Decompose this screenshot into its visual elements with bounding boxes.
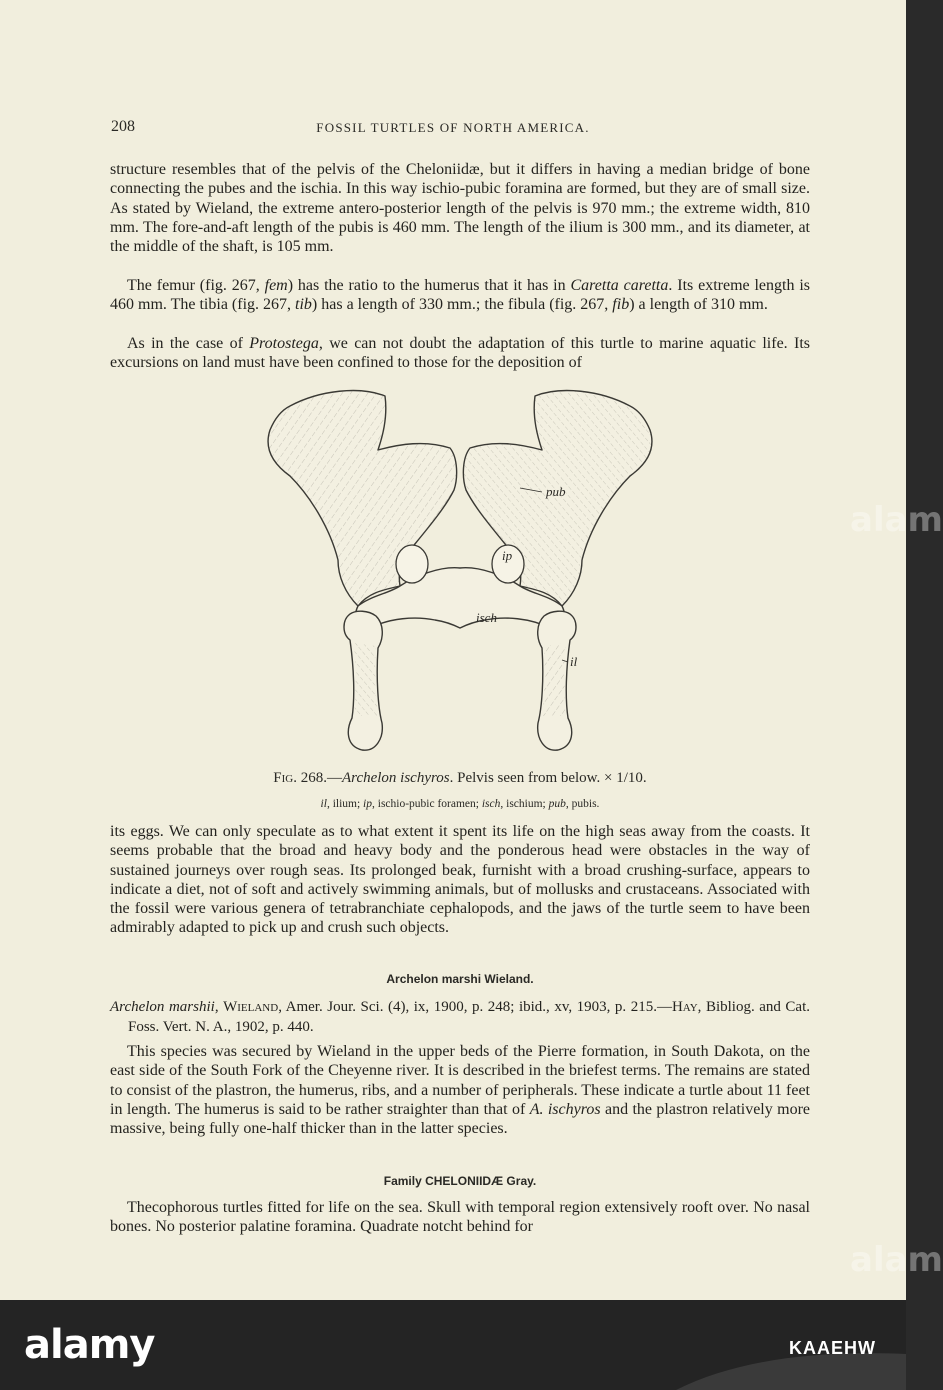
text-run: The femur (fig. 267, xyxy=(127,277,265,294)
legend-abbrev: il xyxy=(320,798,327,810)
label-ip: ip xyxy=(502,548,513,563)
text-run: . Pelvis seen from below. xyxy=(449,770,605,786)
right-ilium-shading xyxy=(542,643,566,716)
running-title: FOSSIL TURTLES OF NORTH AMERICA. xyxy=(316,120,590,135)
abbrev-fem: fem xyxy=(264,277,288,294)
text-run: , Bibliog. and Cat. Foss. Vert. N. A., 1902, p. 440. xyxy=(128,999,811,1035)
species-name: Archelon marshii xyxy=(110,999,215,1015)
stock-footer-bar xyxy=(0,1300,906,1390)
text-run: and the plastron relatively more massive, being fully one-half thicker than in the latter species. xyxy=(110,1100,811,1138)
figure-number: Fig. 268. xyxy=(273,770,327,786)
legend-abbrev: isch xyxy=(481,798,501,810)
label-isch: isch xyxy=(476,610,497,625)
species-heading: Archelon marshi Wieland. xyxy=(386,972,534,986)
legend-text: , ilium; xyxy=(326,798,364,810)
legend-text: , ischium; xyxy=(500,798,549,810)
paragraph-family-description: Thecophorous turtles fitted for life on the sea. Skull with temporal region extensively rooft over. No nasal bones. No posterior palatine foramina. Quadrate notcht behind for xyxy=(110,1199,810,1236)
species-citation xyxy=(110,998,810,1037)
paragraph-eggs: its eggs. We can only speculate as to what extent it spent its life on the high seas away from the coasts. It seems probable that the broad and heavy body and the ponderous head were obstacles in the way of sustained journeys over rough seas. Its prolonged beak, furnisht with a broad crushing-surface, appears to indicate a diet, not of soft and actively swimming animals, but of mollusks and crustaceans. Associated with the fossil were various genera of tetrabranchiate cephalopods, and the jaws of the turtle seem to have been admirably adapted to pick up and crush such objects. xyxy=(110,823,810,937)
left-foramen xyxy=(396,545,428,583)
legend-abbrev: pub xyxy=(548,798,566,810)
figure-legend xyxy=(110,798,810,810)
legend-text: , pubis. xyxy=(565,798,600,810)
paragraph-wieland-species xyxy=(110,1042,810,1138)
author-name: Hay xyxy=(671,999,698,1015)
watermark-text: alam xyxy=(850,1240,943,1280)
text-run: , we can not doubt the adaptation of this turtle to marine aquatic life. Its excursions on land must have been confined to those for the deposition of xyxy=(110,335,810,372)
page-header xyxy=(108,118,798,142)
scale-note: × 1/10. xyxy=(604,770,647,786)
text-run: , Amer. Jour. Sci. (4), ix, 1900, p. 248; ibid., xv, 1903, p. 215.— xyxy=(278,999,672,1015)
species-name: A. ischyros xyxy=(529,1100,601,1118)
text-run: . Its extreme length is 460 mm. The tibia (fig. 267, xyxy=(110,277,811,314)
pelvis-illustration xyxy=(250,378,670,768)
species-name: Archelon ischyros xyxy=(342,770,450,786)
genus-name: Protostega xyxy=(249,335,319,352)
text-run: ) a length of 310 mm. xyxy=(629,296,768,314)
text-run: As in the case of xyxy=(127,335,250,352)
image-id: KAAEHW xyxy=(789,1338,876,1358)
label-il: il xyxy=(570,654,578,669)
text-run: , xyxy=(214,999,224,1015)
paragraph-pelvis-structure: structure resembles that of the pelvis of the Cheloniidæ, but it differs in having a median bridge of bone connecting the pubes and the ischia. In this way ischio-pubic foramina are formed, but they are of small size. As stated by Wieland, the extreme antero-posterior length of the pelvis is 970 mm.; the extreme width, 810 mm. The fore-and-aft length of the pubis is 460 mm. The length of the ilium is 300 mm., and its diameter, at the middle of the shaft, is 105 mm. xyxy=(110,161,810,256)
abbrev-fib: fib xyxy=(612,296,630,314)
page-number: 208 xyxy=(111,118,135,135)
figure-caption xyxy=(110,770,810,787)
alamy-logo: alamy xyxy=(24,1322,155,1368)
author-name: Wieland xyxy=(223,999,279,1015)
abbrev-tib: tib xyxy=(295,296,312,314)
watermark-text: alam xyxy=(850,500,943,540)
pelvis-figure xyxy=(250,378,670,768)
legend-text: , ischio-pubic foramen; xyxy=(372,798,482,810)
label-pub: pub xyxy=(546,484,566,499)
paragraph-femur xyxy=(110,276,810,315)
text-run: — xyxy=(327,770,342,786)
legend-abbrev: ip xyxy=(363,798,372,810)
family-heading: Family CHELONIIDÆ Gray. xyxy=(383,1174,537,1188)
text-run: ) has the ratio to the humerus that it has in xyxy=(287,277,571,294)
left-ilium-shading xyxy=(354,643,378,716)
species-name: Caretta caretta xyxy=(570,277,669,294)
text-run: ) has a length of 330 mm.; the fibula (fig. 267, xyxy=(311,296,613,314)
text-run: This species was secured by Wieland in the upper beds of the Pierre formation, in South Dakota, on the east side of the South Fork of the Cheyenne river. It is described in the briefest terms. The remains are stated to consist of the plastron, the humerus, ribs, and a number of peripherals. These indicate a turtle about 11 feet in length. The humerus is said to be rather straighter than that of xyxy=(110,1043,810,1118)
paragraph-aquatic-life xyxy=(110,334,810,373)
